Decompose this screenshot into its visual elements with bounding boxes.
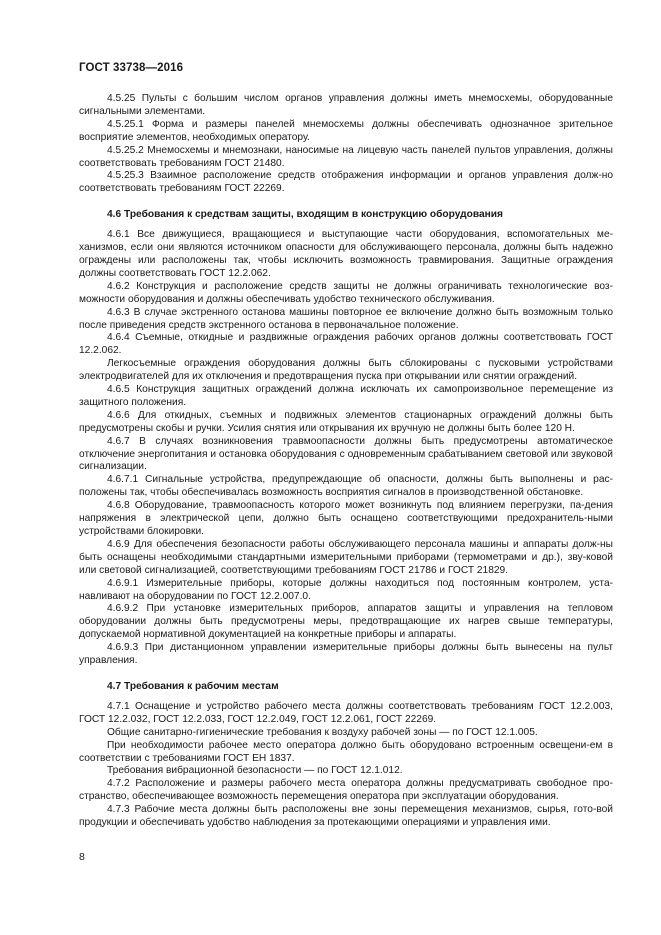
paragraph: 4.6.5 Конструкция защитных ограждений должна исключать их самопроизвольное перемещение из защитного положения. <box>79 384 613 408</box>
page-content <box>79 93 613 830</box>
spacer <box>79 668 613 681</box>
paragraph: 4.5.25.2 Мнемосхемы и мнемознаки, наносимые на лицевую часть панелей пультов управления, должны соответствовать требованиям ГОСТ 21480. <box>79 144 613 169</box>
paragraph: 4.6.6 Для откидных, съемных и подвижных элементов стационарных ограждений должны быть предусмотрены скобы и ручки. Усилия снятия или открывания их вручную не должны быть более 120 Н. <box>79 409 613 434</box>
page-number: 8 <box>79 851 85 863</box>
paragraph: 4.6.3 В случае экстренного останова машины повторное ее включение должно быть возможным только после приведения средств экстренного останова в первоначальное положение. <box>79 306 613 331</box>
paragraph: 4.6.9.1 Измерительные приборы, которые должны находиться под постоянным контролем, уста-навливают на оборудовании по ГОСТ 12.2.007.0. <box>79 577 613 602</box>
paragraph: Общие санитарно-гигиенические требования к воздуху рабочей зоны — по ГОСТ 12.1.005. <box>107 726 538 738</box>
paragraph: 4.7.1 Оснащение и устройство рабочего места должны соответствовать требованиям ГОСТ 12.2.003, ГОСТ 12.2.032, ГОСТ 12.2.033, ГОСТ 12.2.049, ГОСТ 12.2.061, ГОСТ 22269. <box>79 700 613 725</box>
paragraph: 4.6.7.1 Сигнальные устройства, предупреждающие об опасности, должны быть выполнены и рас-положены так, чтобы обеспечивалась возможность восприятия сигналов в производственной обстановке. <box>79 474 613 499</box>
spacer <box>79 694 613 701</box>
section-heading-4-6: 4.6 Требования к средствам защиты, входящим в конструкцию оборудования <box>107 209 503 221</box>
paragraph: 4.5.25.1 Форма и размеры панелей мнемосхемы должны обеспечивать однозначное зрительное восприятие элементов, необходимых оператору. <box>79 118 613 143</box>
section-heading-4-7: 4.7 Требования к рабочим местам <box>107 680 279 692</box>
paragraph: 4.5.25 Пульты с большим числом органов управления должны иметь мнемосхемы, оборудованные сигнальными элементами. <box>79 93 613 117</box>
paragraph: 4.7.3 Рабочие места должны быть расположены вне зоны перемещения механизмов, сырья, гото-вой продукции и обеспечивать удобство наблюдения за протекающими операциями и управления ими. <box>79 804 613 829</box>
paragraph: Требования вибрационной безопасности — по ГОСТ 12.1.012. <box>107 765 403 777</box>
paragraph: 4.6.9 Для обеспечения безопасности работы обслуживающего персонала машины и аппараты долж-ны быть оснащены необходимыми стандартными измерительными приборами (термометрами и др.), зву-ковой или световой сигнализацией, соответствующими требованиям ГОСТ 21786 и ГОСТ 21829. <box>79 538 613 576</box>
paragraph: 4.6.9.3 При дистанционном управлении измерительные приборы должны быть вынесены на пульт управления. <box>79 642 613 667</box>
standard-code-header: ГОСТ 33738—2016 <box>79 62 184 74</box>
paragraph: 4.5.25.3 Взаимное расположение средств отображения информации и органов управления долж-но соответствовать требованиям ГОСТ 22269. <box>79 170 613 195</box>
paragraph: Легкосъемные ограждения оборудования должны быть сблокированы с пусковыми устройствами электродвигателей для их отключения и предотвращения пуска при открывании или снятии ограждений. <box>79 358 613 383</box>
paragraph: 4.6.1 Все движущиеся, вращающиеся и выступающие части оборудования, вспомогательных ме-ханизмов, если они являются источником опасности для обслуживающего персонала, должны быть надежно ограждены или расположены так, чтобы исключить возможность травмирования. Защитные ограждения должны соответствовать ГОСТ 12.2.062. <box>79 229 613 279</box>
paragraph: 4.6.4 Съемные, откидные и раздвижные ограждения рабочих органов должны соответствовать ГОСТ 12.2.062. <box>79 332 613 357</box>
paragraph: 4.7.2 Расположение и размеры рабочего места оператора должны предусматривать свободное про-странство, обеспечивающее возможность перемещения оператора при эксплуатации оборудования. <box>79 778 613 803</box>
spacer <box>79 196 613 209</box>
paragraph: При необходимости рабочее место оператора должно быть оборудовано встроенным освещени-ем в соответствии с требованиями ГОСТ ЕН 1837. <box>79 739 613 764</box>
paragraph: 4.6.7 В случаях возникновения травмоопасности должны быть предусмотрены автоматическое отключение энергопитания и остановка оборудования с одновременным срабатыванием световой или звуковой сигнализации. <box>79 435 613 473</box>
paragraph: 4.6.8 Оборудование, травмоопасность которого может возникнуть под влиянием перегрузки, па-дения напряжения в электрической цепи, должно быть оснащено соответствующими предохранитель-ными устройствами блокировки. <box>79 500 613 537</box>
paragraph: 4.6.9.2 При установке измерительных приборов, аппаратов защиты и управления на тепловом оборудовании должны быть предусмотрены меры, предотвращающие их нагрев свыше температуры, допускаемой нормативной документацией на конкретные приборы и аппараты. <box>79 603 613 641</box>
paragraph: 4.6.2 Конструкция и расположение средств защиты не должны ограничивать технологические воз-можности оборудования и должны обеспечивать удобство технического обслуживания. <box>79 280 613 305</box>
